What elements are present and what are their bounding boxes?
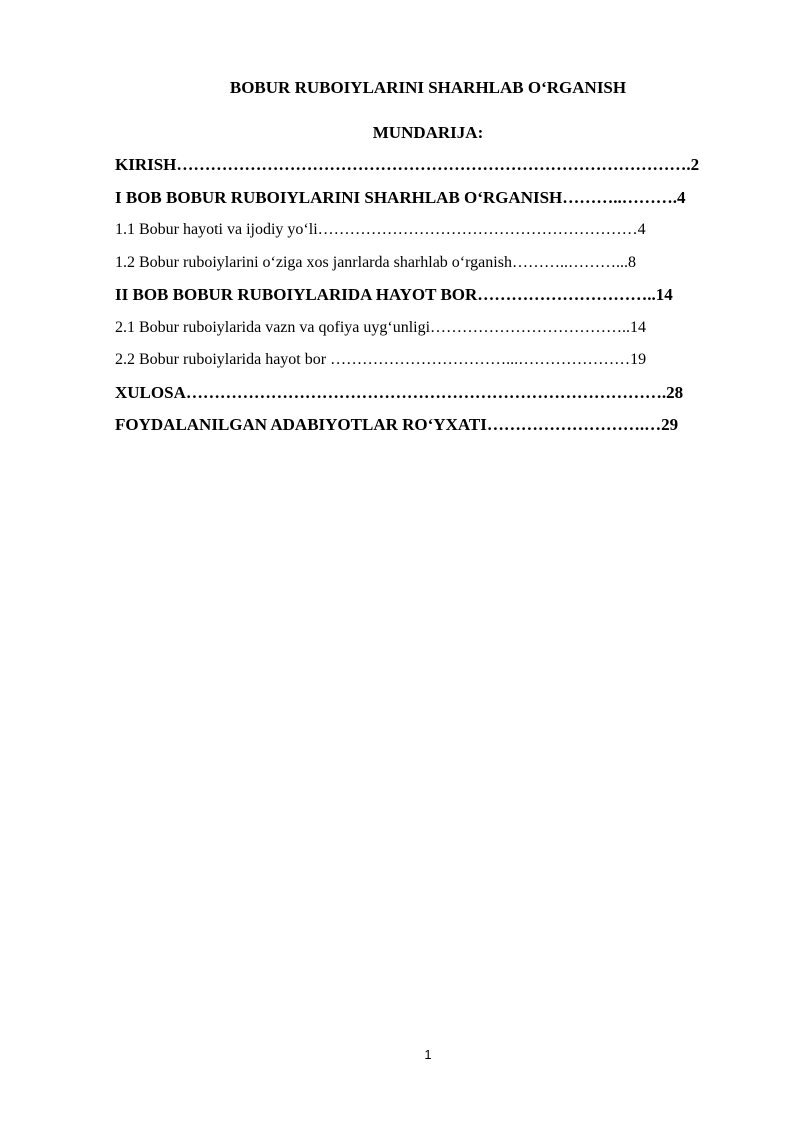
toc-entry-xulosa: XULOSA………………………………………………………………………….28 [115, 382, 684, 402]
toc-entry-chapter-1: I BOB BOBUR RUBOIYLARINI SHARHLAB O‘RGANISH………..……….4 [115, 187, 686, 207]
toc-entry-section-1-2: 1.2 Bobur ruboiylarini o‘ziga xos janrlarda sharhlab o‘rganish………..………...8 [115, 253, 636, 271]
toc-entry-section-2-2: 2.2 Bobur ruboiylarida hayot bor ……………………………...…………………19 [115, 351, 647, 368]
toc-entry-kirish: KIRISH……………………………………………………………………………….2 [115, 155, 700, 174]
page-number: 1 [424, 1047, 432, 1062]
toc-entry-chapter-2: II BOB BOBUR RUBOIYLARIDA HAYOT BOR…………………………..14 [115, 285, 673, 304]
page-title: BOBUR RUBOIYLARINI SHARHLAB O‘RGANISH [229, 78, 627, 97]
toc-entry-section-2-1: 2.1 Bobur ruboiylarida vazn va qofiya uyg‘unligi………………………………..14 [115, 318, 647, 336]
toc-entry-section-1-1: 1.1 Bobur hayoti va ijodiy yo‘li……………………………………………………4 [115, 221, 646, 238]
table-of-contents [115, 152, 755, 445]
toc-heading: MUNDARIJA: [372, 123, 484, 142]
toc-entry-bibliography: FOYDALANILGAN ADABIYOTLAR RO‘YXATI……………………….…29 [115, 415, 679, 434]
